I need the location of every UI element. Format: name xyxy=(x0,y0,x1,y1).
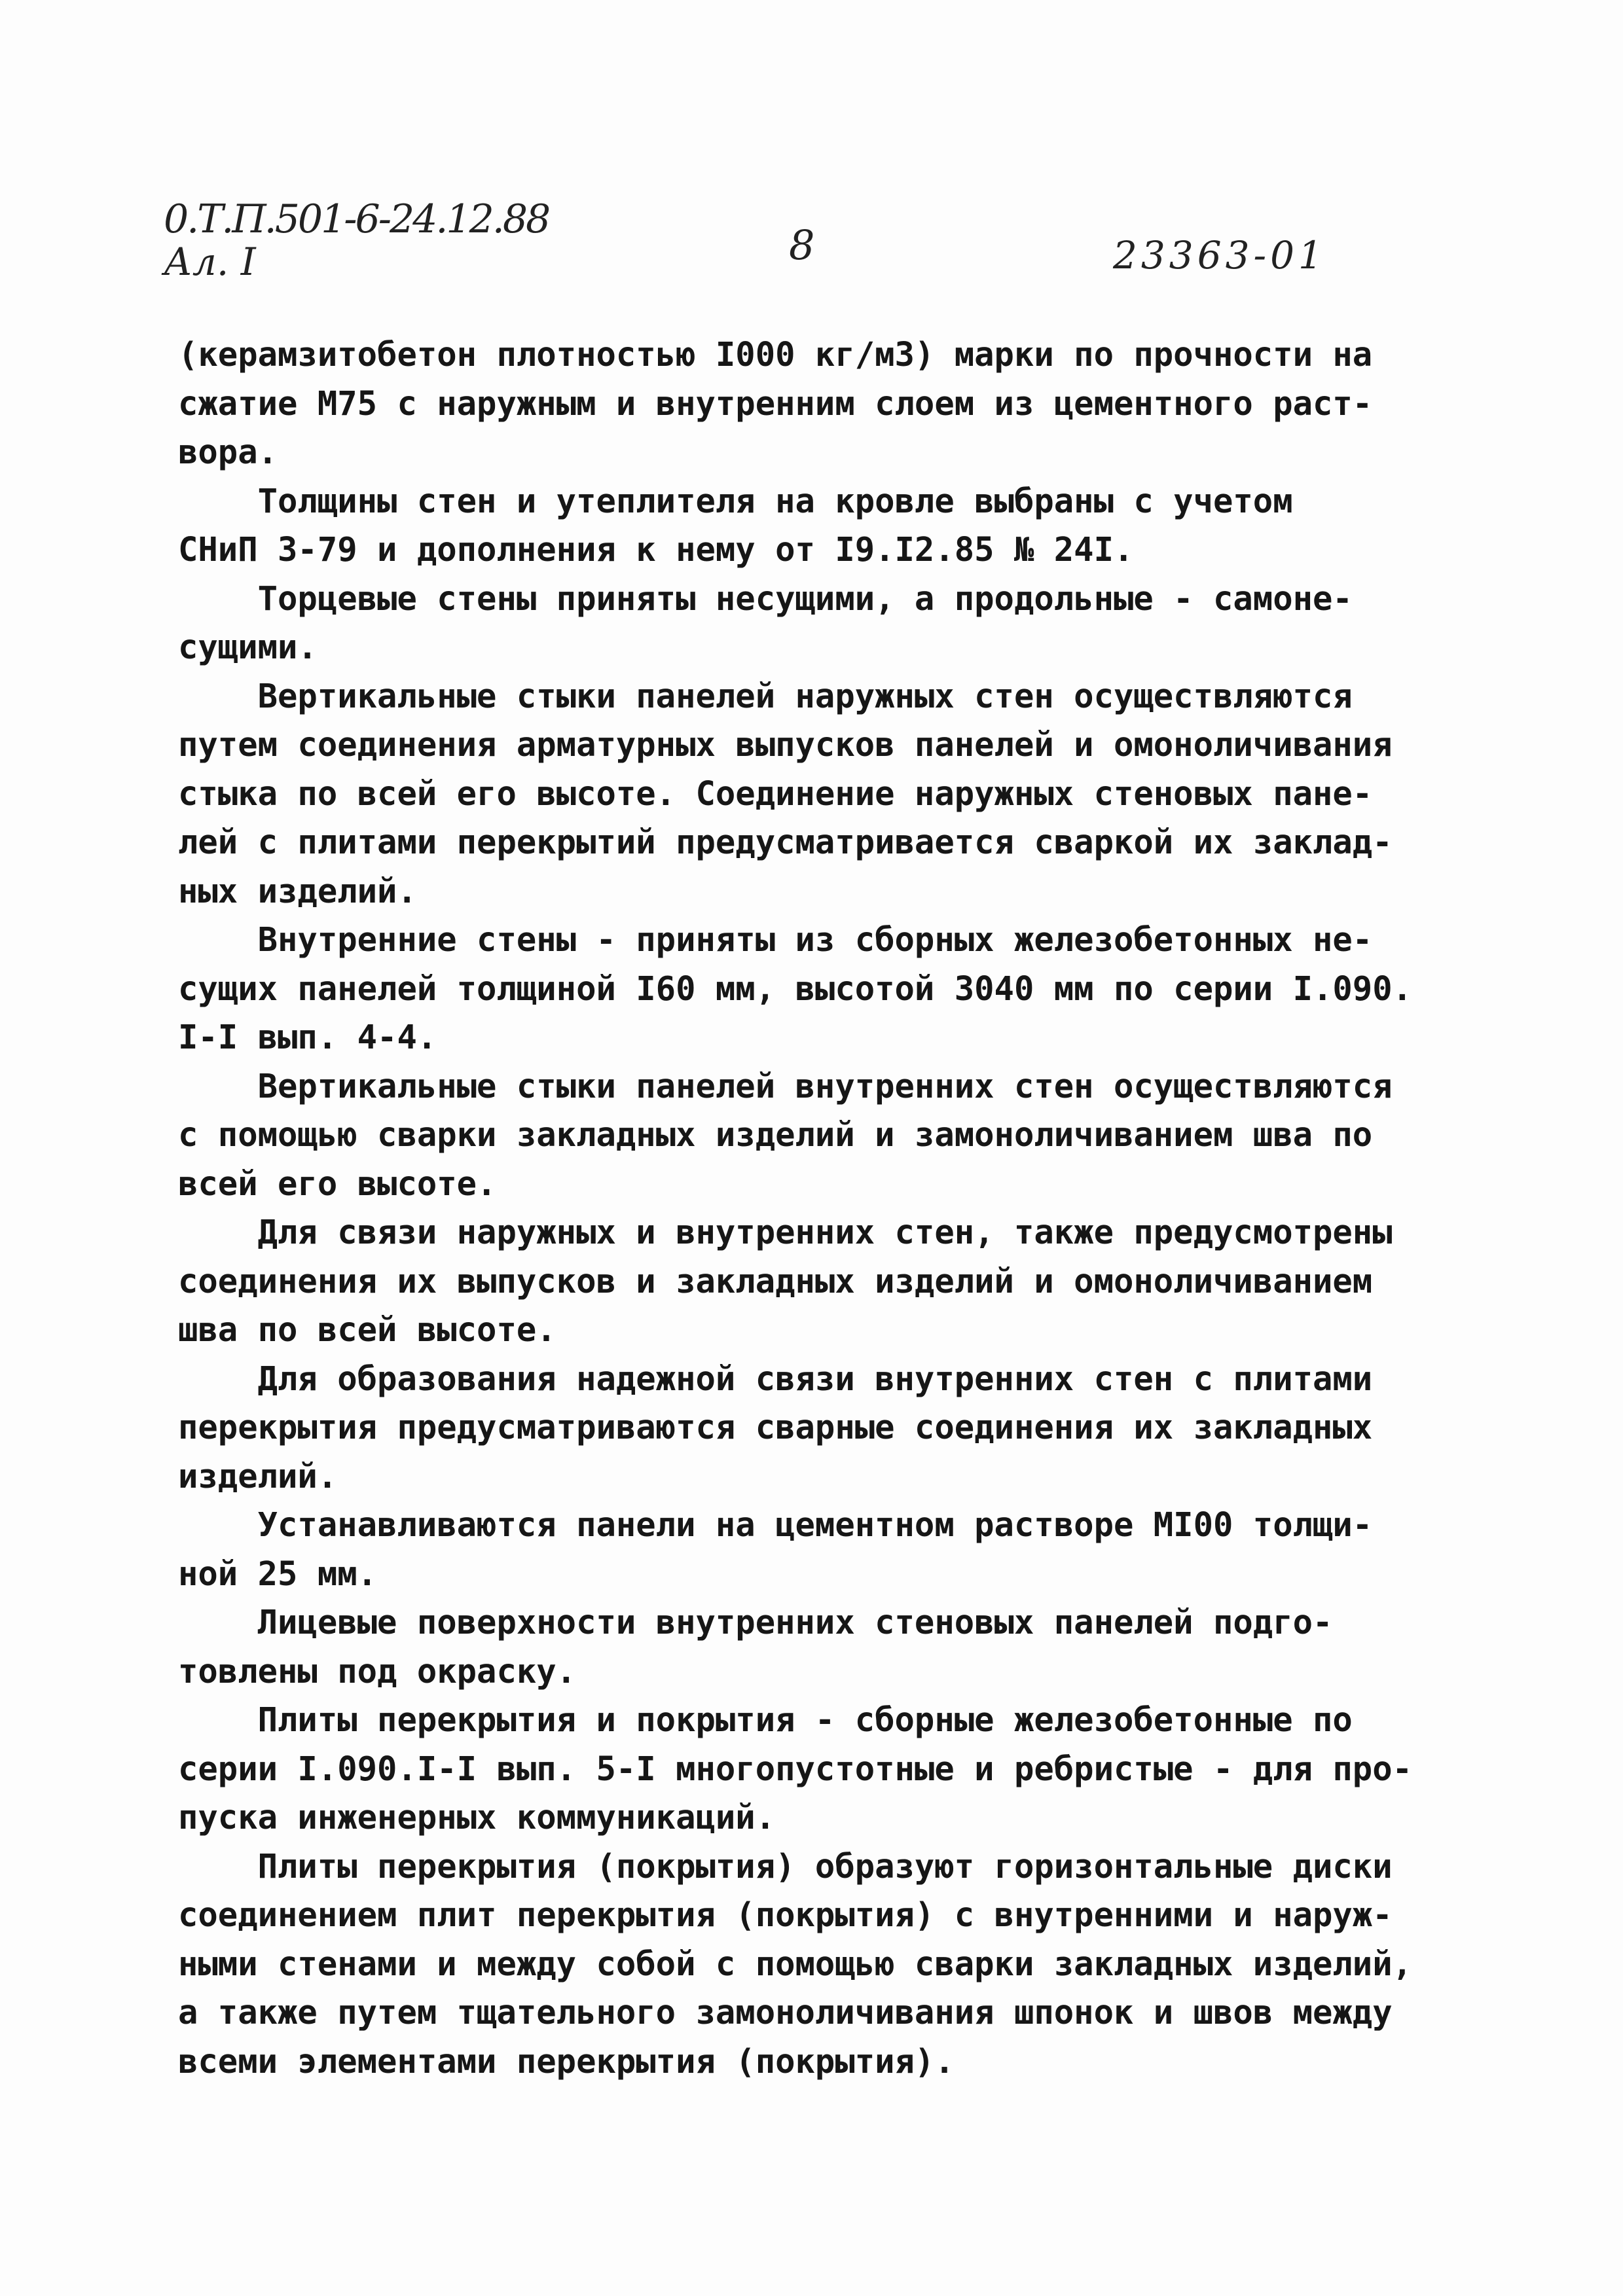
text-line: Плиты перекрытия (покрытия) образуют горизонтальные диски xyxy=(178,1846,1393,1886)
text-line: сжатие М75 с наружным и внутренним слоем из цементного раст- xyxy=(178,384,1373,423)
text-line: Устанавливаются панели на цементном растворе МI00 толщи- xyxy=(178,1505,1373,1544)
text-line: Вертикальные стыки панелей наружных стен осуществляются xyxy=(178,676,1353,715)
text-line: изделий. xyxy=(178,1456,338,1496)
text-line: серии I.090.I-I вып. 5-I многопустотные и ребристые - для про- xyxy=(178,1749,1413,1788)
text-line: а также путем тщательного замоноличивания шпонок и швов между xyxy=(178,1993,1393,2032)
text-line: I-I вып. 4-4. xyxy=(178,1018,437,1056)
text-line: соединения их выпусков и закладных изделий и омоноличиванием xyxy=(178,1261,1373,1300)
text-line: с помощью сварки закладных изделий и замоноличиванием шва по xyxy=(178,1115,1373,1154)
text-line: сущими. xyxy=(178,628,318,666)
text-line: лей с плитами перекрытий предусматривается сваркой их заклад- xyxy=(178,823,1393,861)
text-line: путем соединения арматурных выпусков панелей и омоноличивания xyxy=(178,725,1393,764)
text-line: стыка по всей его высоте. Соединение наружных стеновых пане- xyxy=(178,774,1373,813)
text-line: Торцевые стены приняты несущими, а продольные - самоне- xyxy=(178,579,1353,618)
text-line: соединением плит перекрытия (покрытия) с внутренними и наруж- xyxy=(178,1895,1393,1934)
text-line: Для образования надежной связи внутренних стен с плитами xyxy=(178,1359,1373,1398)
text-line: вора. xyxy=(178,433,278,471)
document-code: 23363-01 xyxy=(1113,233,1326,278)
text-line: всеми элементами перекрытия (покрытия). xyxy=(178,2041,955,2081)
text-line: Для связи наружных и внутренних стен, также предусмотрены xyxy=(178,1213,1393,1251)
text-line: всей его высоте. xyxy=(178,1164,497,1203)
text-line: СНиП 3-79 и дополнения к нему от I9.I2.85 № 24I. xyxy=(178,530,1134,569)
text-line: шва по всей высоте. xyxy=(178,1310,556,1349)
page-number: 8 xyxy=(789,221,815,269)
text-line: ной 25 мм. xyxy=(178,1554,378,1593)
text-line: пуска инженерных коммуникаций. xyxy=(178,1798,776,1837)
sheet-label: Ал. I xyxy=(164,240,256,284)
body-text xyxy=(178,331,1461,2086)
text-line: Толщины стен и утеплителя на кровле выбраны с учетом xyxy=(178,481,1293,520)
text-line: Плиты перекрытия и покрытия - сборные железобетонные по xyxy=(178,1700,1353,1739)
text-line: перекрытия предусматриваются сварные соединения их закладных xyxy=(178,1408,1373,1446)
text-line: Вертикальные стыки панелей внутренних стен осуществляются xyxy=(178,1066,1393,1105)
text-line: сущих панелей толщиной I60 мм, высотой 3040 мм по серии I.090. xyxy=(178,969,1413,1008)
text-line: Лицевые поверхности внутренних стеновых панелей подго- xyxy=(178,1603,1333,1641)
text-line: товлены под окраску. xyxy=(178,1651,577,1691)
text-line: ных изделий. xyxy=(178,871,417,910)
document-reference: 0.Т.П.501-6-24.12.88 xyxy=(164,196,549,242)
text-line: Внутренние стены - приняты из сборных железобетонных не- xyxy=(178,920,1373,959)
text-line: (керамзитобетон плотностью I000 кг/м3) марки по прочности на xyxy=(178,335,1373,374)
text-line: ными стенами и между собой с помощью сварки закладных изделий, xyxy=(178,1944,1413,1983)
